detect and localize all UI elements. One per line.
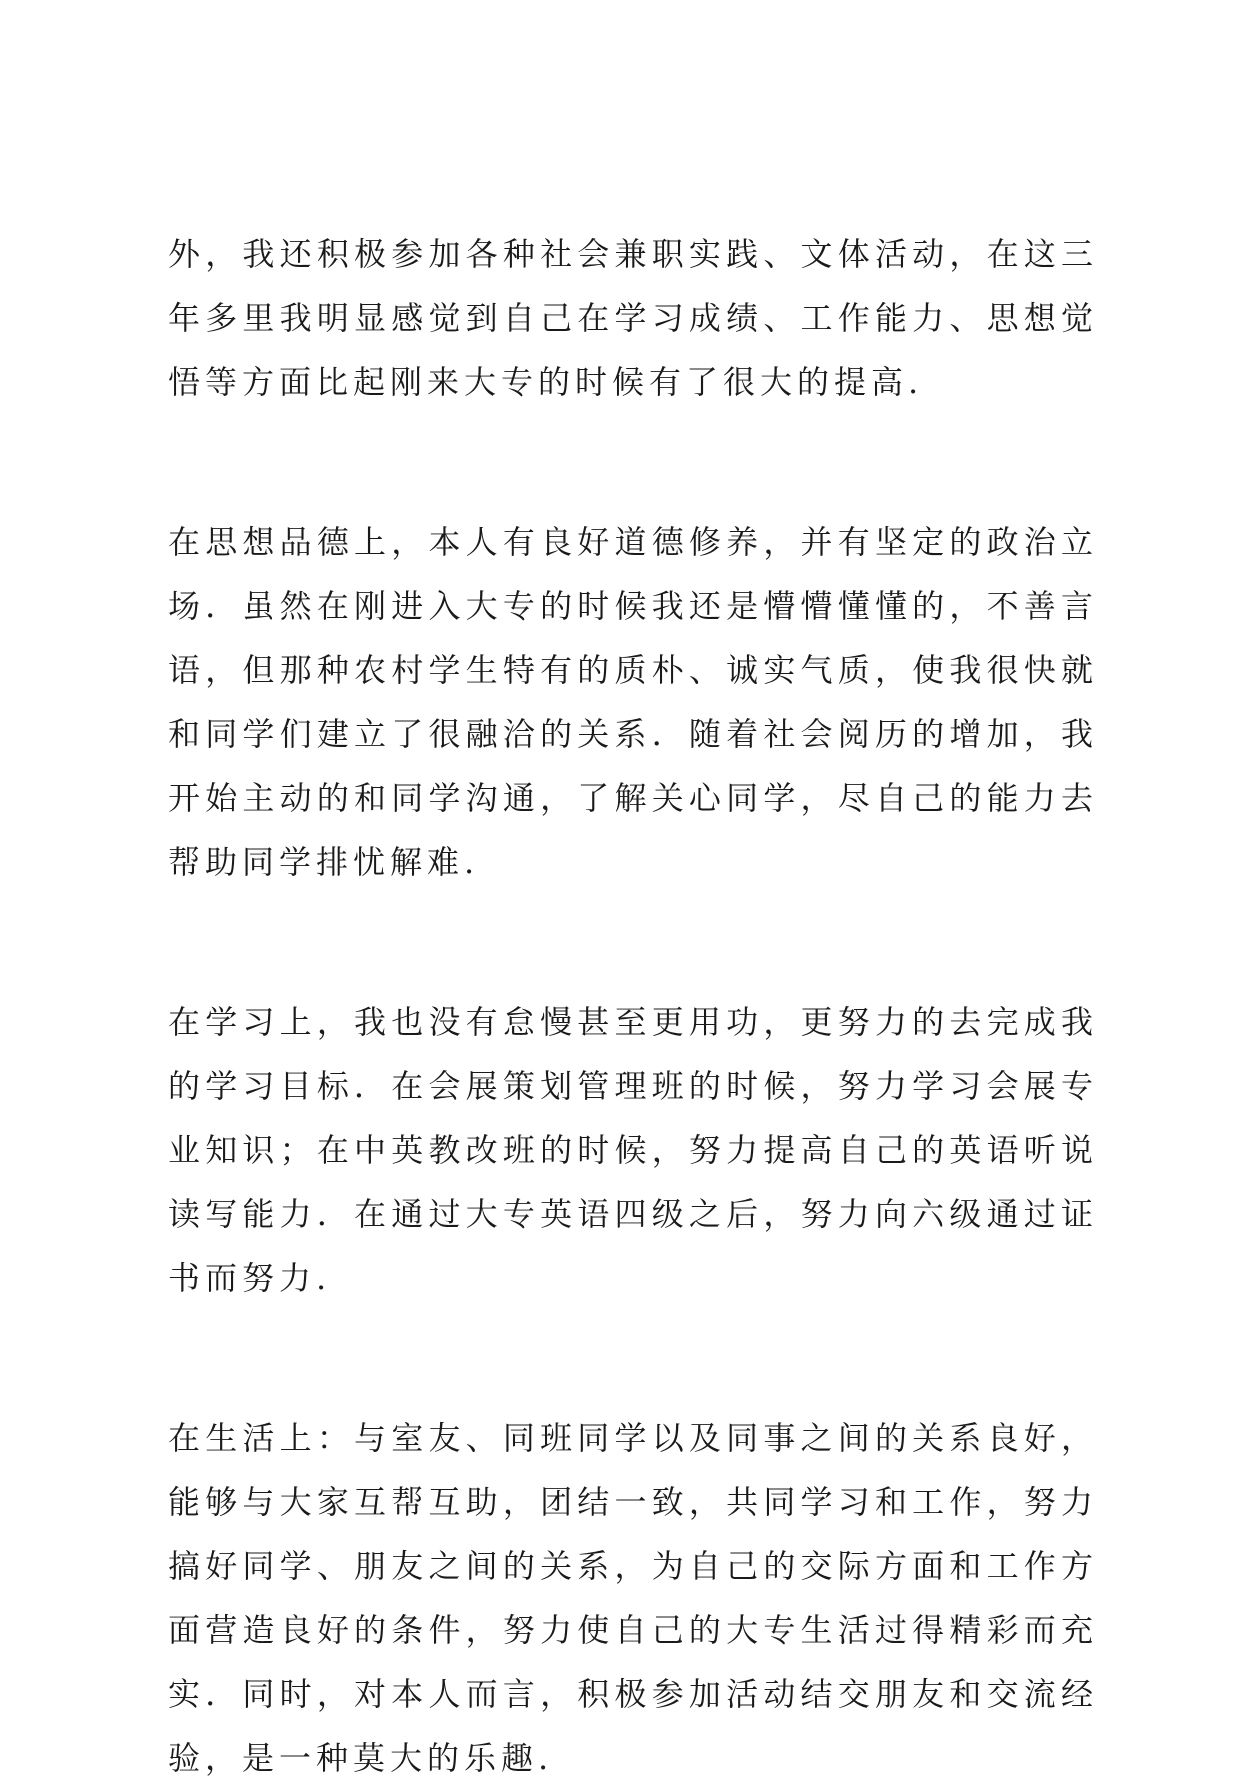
paragraph-spacer (168, 1310, 1098, 1406)
document-body (168, 222, 1098, 1790)
paragraph-life: 在生活上：与室友、同班同学以及同事之间的关系良好，能够与大家互帮互助，团结一致，共同学习和工作，努力搞好同学、朋友之间的关系，为自己的交际方面和工作方面营造良好的条件，努力使自己的大专生活过得精彩而充实．同时，对本人而言，积极参加活动结交朋友和交流经验，是一种莫大的乐趣. (168, 1419, 1098, 1777)
paragraph-spacer (168, 894, 1098, 990)
paragraph-continuation: 外，我还积极参加各种社会兼职实践、文体活动，在这三年多里我明显感觉到自己在学习成绩、工作能力、思想觉悟等方面比起刚来大专的时候有了很大的提高. (168, 235, 1098, 401)
paragraph-ideology-morality: 在思想品德上，本人有良好道德修养，并有坚定的政治立场．虽然在刚进入大专的时候我还是懵懵懂懂的，不善言语，但那种农村学生特有的质朴、诚实气质，使我很快就和同学们建立了很融洽的关系．随着社会阅历的增加，我开始主动的和同学沟通，了解关心同学，尽自己的能力去帮助同学排忧解难. (168, 523, 1098, 881)
paragraph-spacer (168, 414, 1098, 510)
paragraph-study: 在学习上，我也没有怠慢甚至更用功，更努力的去完成我的学习目标．在会展策划管理班的时候，努力学习会展专业知识；在中英教改班的时候，努力提高自己的英语听说读写能力．在通过大专英语四级之后，努力向六级通过证书而努力. (168, 1003, 1098, 1297)
